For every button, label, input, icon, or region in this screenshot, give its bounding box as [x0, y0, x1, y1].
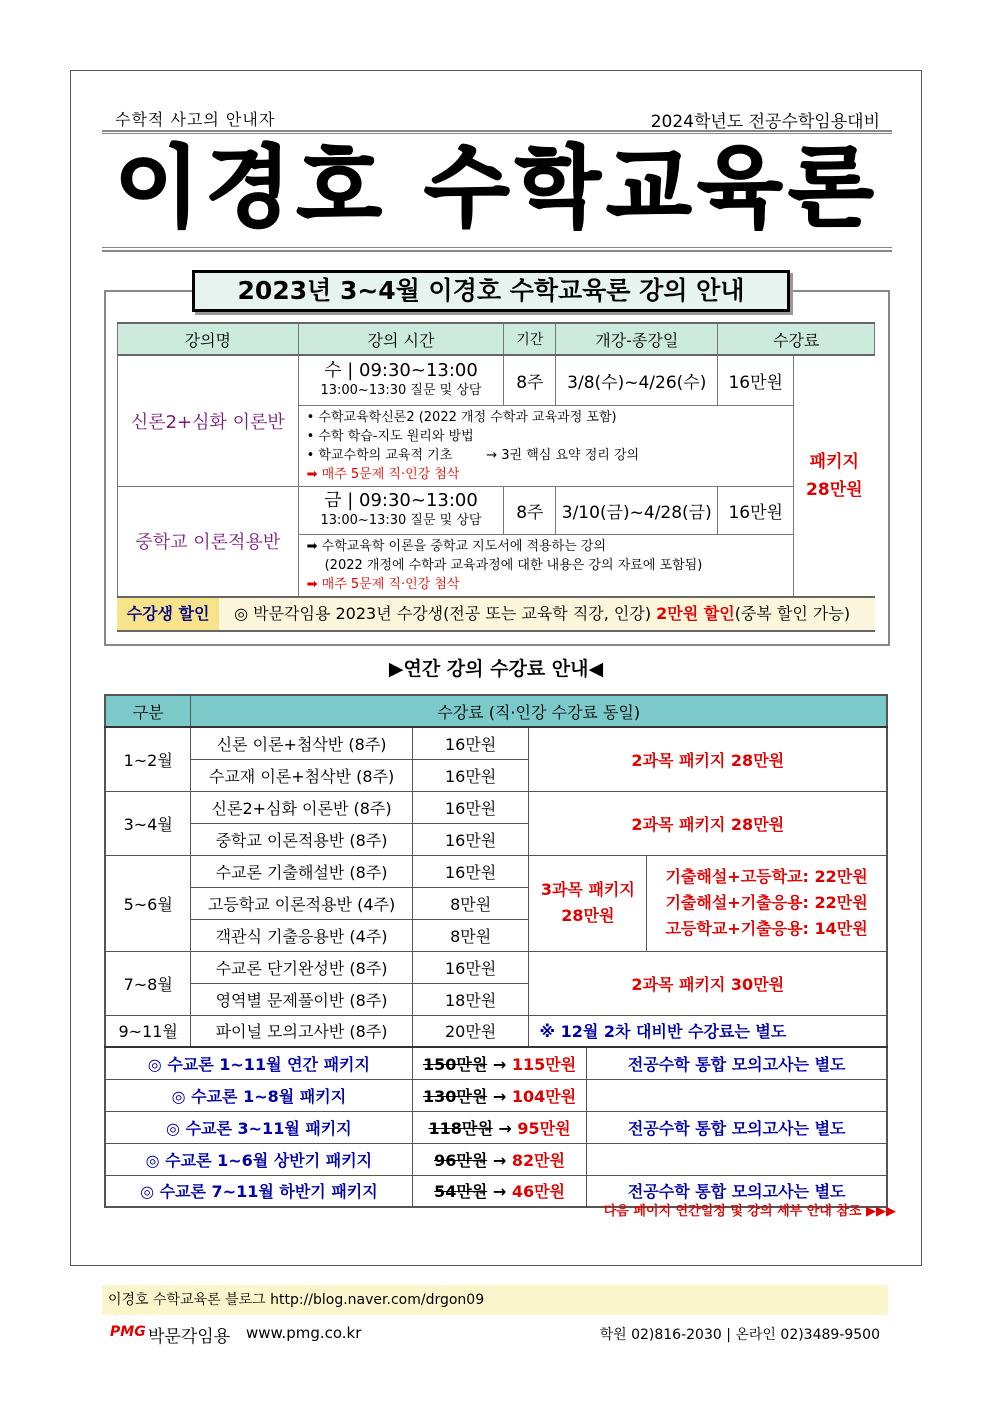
header-cell: 강의명	[118, 323, 299, 355]
arrow: →	[492, 1118, 518, 1138]
package-price	[412, 1175, 587, 1207]
course-time	[298, 355, 504, 405]
header-cell: 수강료 (직·인강 수강료 동일)	[191, 695, 887, 727]
package-cell: 2과목 패키지 28만원	[529, 791, 887, 855]
package-amount: 28만원	[561, 906, 615, 925]
course-desc	[298, 405, 794, 486]
fee-cell: 16만원	[412, 855, 529, 887]
package-name: ◎ 수교론 7~11월 하반기 패키지	[105, 1175, 412, 1207]
old-price: 118만원	[428, 1118, 493, 1138]
time-sub: 13:00~13:30 질문 및 상담	[320, 513, 482, 528]
desc-line: ➡ 수학교육학 이론을 중학교 지도서에 적용하는 강의	[306, 538, 607, 554]
course-dates: 3/8(수)~4/26(수)	[556, 355, 718, 405]
package-amount: 28만원	[806, 479, 863, 500]
period-cell: 5~6월	[105, 855, 191, 951]
lecture-table	[117, 322, 875, 597]
package-cell: 2과목 패키지 30만원	[529, 951, 887, 1015]
blog-link[interactable]: 이경호 수학교육론 블로그 http://blog.naver.com/drgon09	[102, 1285, 888, 1315]
course-cell: 고등학교 이론적용반 (4주)	[191, 887, 412, 919]
course-desc	[298, 534, 794, 596]
course-cell: 수교재 이론+첨삭반 (8주)	[191, 759, 412, 791]
package-cell	[529, 855, 647, 951]
fee-cell: 16만원	[412, 791, 529, 823]
period-cell: 1~2월	[105, 727, 191, 791]
fee-cell: 16만원	[412, 727, 529, 759]
course-fee: 16만원	[718, 355, 794, 405]
package-note: 전공수학 통합 모의고사는 별도	[587, 1047, 887, 1079]
package-label: 패키지	[809, 451, 859, 472]
package-name: ◎ 수교론 1~6월 상반기 패키지	[105, 1143, 412, 1175]
course-time	[298, 486, 504, 534]
course-duration: 8주	[504, 355, 556, 405]
desc-text: • 학교수학의 교육적 기초	[306, 447, 453, 463]
course-duration: 8주	[504, 486, 556, 534]
package-price	[412, 1111, 587, 1143]
new-price: 82만원	[511, 1150, 565, 1170]
discount-text-post: (중복 할인 가능)	[734, 604, 851, 623]
arrow: →	[487, 1054, 512, 1074]
new-price: 95만원	[517, 1118, 571, 1138]
header-cell: 개강-종강일	[556, 323, 718, 355]
tagline: 수학적 사고의 안내자	[115, 110, 276, 129]
old-price: 130만원	[422, 1086, 488, 1106]
course-cell: 신론2+심화 이론반 (8주)	[191, 791, 412, 823]
old-price: 54만원	[434, 1182, 488, 1202]
package-row	[105, 1047, 887, 1079]
table-row	[105, 855, 887, 887]
desc-note: ➡ 매주 5문제 직·인강 첨삭	[306, 576, 460, 592]
combo-line: 고등학교+기출응용: 14만원	[665, 919, 868, 938]
top-rule	[102, 130, 892, 134]
package-row	[105, 1111, 887, 1143]
desc-text: → 3권 핵심 요약 정리 강의	[486, 447, 640, 463]
lecture-banner: 2023년 3~4월 이경호 수학교육론 강의 안내	[192, 270, 790, 312]
package-name: ◎ 수교론 1~11월 연간 패키지	[105, 1047, 412, 1079]
package-name: ◎ 수교론 3~11월 패키지	[105, 1111, 412, 1143]
package-note: 전공수학 통합 모의고사는 별도	[587, 1111, 887, 1143]
table-row	[118, 486, 875, 534]
header-cell: 강의 시간	[298, 323, 504, 355]
arrow: →	[487, 1086, 512, 1106]
next-page-note: 다음 페이지 연간일정 및 강의 세부 안내 참조 ▶▶▶	[603, 1204, 896, 1219]
table-row	[118, 355, 875, 405]
fee-cell: 16만원	[412, 951, 529, 983]
time-main: 금 | 09:30~13:00	[324, 490, 478, 511]
old-price: 96만원	[434, 1150, 488, 1170]
tagline-wrap	[115, 107, 275, 130]
combo-line: 기출해설+고등학교: 22만원	[665, 867, 868, 886]
discount-amount: 2만원 할인	[656, 604, 735, 623]
package-label: 3과목 패키지	[540, 880, 635, 899]
time-main: 수 | 09:30~13:00	[324, 360, 478, 382]
package-note	[587, 1079, 887, 1111]
arrow: →	[487, 1150, 512, 1170]
course-cell: 파이널 모의고사반 (8주)	[191, 1015, 412, 1047]
fee-cell: 8만원	[412, 919, 529, 951]
course-cell: 수교론 단기완성반 (8주)	[191, 951, 412, 983]
time-sub: 13:00~13:30 질문 및 상담	[320, 383, 482, 399]
fee-cell: 16만원	[412, 823, 529, 855]
package-price	[794, 355, 875, 596]
period-cell: 9~11월	[105, 1015, 191, 1047]
fee-table-header	[105, 695, 887, 727]
discount-bar	[117, 596, 875, 632]
annual-fee-table	[104, 694, 888, 1208]
course-cell: 객관식 기출응용반 (4주)	[191, 919, 412, 951]
note-cell: ※ 12월 2차 대비반 수강료는 별도	[529, 1015, 887, 1047]
header-cell: 수강료	[718, 323, 875, 355]
old-price: 150만원	[422, 1054, 488, 1074]
course-fee: 16만원	[718, 486, 794, 534]
arrow: →	[487, 1182, 512, 1202]
package-row	[105, 1143, 887, 1175]
fee-cell: 16만원	[412, 759, 529, 791]
desc-note: ➡ 매주 5문제 직·인강 첨삭	[306, 466, 460, 482]
annual-fee-title: ▶연간 강의 수강료 안내◀	[388, 658, 604, 680]
course-dates: 3/10(금)~4/28(금)	[556, 486, 718, 534]
table-row	[105, 1015, 887, 1047]
header-cell: 구분	[105, 695, 191, 727]
page-title: 이경호 수학교육론	[114, 136, 880, 239]
package-price	[412, 1079, 587, 1111]
course-cell: 수교론 기출해설반 (8주)	[191, 855, 412, 887]
course-name: 중학교 이론적용반	[118, 486, 299, 596]
desc-line: • 수학교육학신론2 (2022 개정 수학과 교육과정 포함)	[306, 409, 617, 425]
course-cell: 신론 이론+첨삭반 (8주)	[191, 727, 412, 759]
combo-line: 기출해설+기출응용: 22만원	[665, 893, 868, 912]
discount-label: 수강생 할인	[117, 598, 219, 630]
package-name: ◎ 수교론 1~8월 패키지	[105, 1079, 412, 1111]
year-label: 2024학년도 전공수학임용대비	[650, 112, 880, 132]
fee-cell: 20만원	[412, 1015, 529, 1047]
fee-cell: 8만원	[412, 887, 529, 919]
table-row	[105, 727, 887, 759]
combo-cell	[647, 855, 887, 951]
desc-line	[307, 446, 786, 465]
course-cell: 영역별 문제풀이반 (8주)	[191, 983, 412, 1015]
package-price	[412, 1047, 587, 1079]
package-note	[587, 1143, 887, 1175]
new-price: 46만원	[511, 1182, 565, 1202]
package-row	[105, 1079, 887, 1111]
period-cell: 7~8월	[105, 951, 191, 1015]
new-price: 104만원	[511, 1086, 577, 1106]
discount-text-pre: ◎ 박문각임용 2023년 수강생(전공 또는 교육학 직강, 인강)	[234, 604, 657, 623]
package-cell: 2과목 패키지 28만원	[529, 727, 887, 791]
period-cell: 3~4월	[105, 791, 191, 855]
lecture-table-header	[118, 323, 875, 355]
brand-name: 박문각임용	[148, 1327, 231, 1347]
pmg-logo-icon: PMG	[110, 1324, 146, 1340]
new-price: 115만원	[511, 1054, 577, 1074]
package-note: 전공수학 통합 모의고사는 별도	[587, 1175, 887, 1207]
table-row	[105, 951, 887, 983]
title-rule	[102, 247, 892, 252]
contact-phones: 학원 02)816-2030 | 온라인 02)3489-9500	[599, 1327, 880, 1343]
header-cell: 기간	[504, 323, 556, 355]
desc-line: (2022 개정에 수학과 교육과정에 대한 내용은 강의 자료에 포함됨)	[324, 557, 703, 573]
table-row	[105, 791, 887, 823]
course-name: 신론2+심화 이론반	[118, 355, 299, 486]
desc-line: • 수학 학습-지도 원리와 방법	[306, 428, 474, 444]
site-link[interactable]: www.pmg.co.kr	[246, 1324, 362, 1342]
package-price	[412, 1143, 587, 1175]
course-cell: 중학교 이론적용반 (8주)	[191, 823, 412, 855]
fee-cell: 18만원	[412, 983, 529, 1015]
